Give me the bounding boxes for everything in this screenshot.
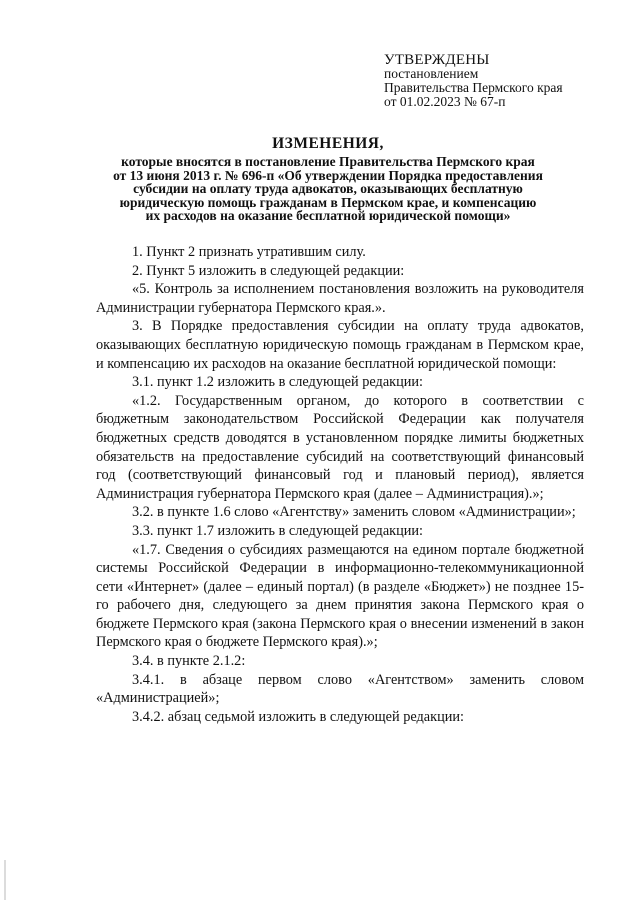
title-line-5: их расходов на оказание бесплатной юридической помощи» — [145, 208, 511, 224]
approval-line-3: от 01.02.2023 № 67-п — [384, 94, 506, 109]
paragraph-6: «1.2. Государственным органом, до которого в соответствии с бюджетным законодательством Российской Федерации как получателя бюджетных средств доводятся в установленном порядке лимиты бюджетных обязательств на предоставление субсидий на соответствующий финансовый год (соответствующий финансовый год и плановый период), является Администрация губернатора Пермского края (далее – Администрация).»; — [96, 392, 584, 502]
document-title — [80, 135, 576, 223]
paragraph-10: 3.4. в пункте 2.1.2: — [132, 653, 246, 670]
title-heading: ИЗМЕНЕНИЯ, — [272, 135, 384, 152]
approval-stamp — [384, 53, 624, 109]
paragraph-12: 3.4.2. абзац седьмой изложить в следующей редакции: — [132, 708, 465, 725]
title-line-1: которые вносятся в постановление Правительства Пермского края — [121, 154, 535, 169]
title-line-4: юридическую помощь гражданам в Пермском крае, и компенсацию — [119, 194, 537, 210]
paragraph-7: 3.2. в пункте 1.6 слово «Агентству» заменить словом «Администрации»; — [132, 504, 576, 521]
paragraph-8: 3.3. пункт 1.7 изложить в следующей редакции: — [132, 522, 424, 539]
paragraph-9: «1.7. Сведения о субсидиях размещаются на едином портале бюджетной системы Российской Федерации в информационно-телекоммуникационной сети «Интернет» (далее – единый портал) (в разделе «Бюджет») не позднее 15-го рабочего дня, следующего за днем принятия закона Пермского края о бюджете Пермского края (закона Пермского края о внесении изменений в закон Пермского края о бюджете Пермского края).»; — [96, 541, 584, 651]
paragraph-4: 3. В Порядке предоставления субсидии на оплату труда адвокатов, оказывающих бесплатную юридическую помощь гражданам в Пермском крае, и компенсацию их расходов на оказание бесплатной юридической помощи: — [96, 318, 584, 372]
document-body — [96, 243, 584, 726]
title-line-2: от 13 июня 2013 г. № 696-п «Об утверждении Порядка предоставления — [113, 167, 543, 183]
paragraph-5: 3.1. пункт 1.2 изложить в следующей редакции: — [132, 374, 424, 391]
paragraph-2: 2. Пункт 5 изложить в следующей редакции: — [132, 262, 405, 279]
paragraph-11: 3.4.1. в абзаце первом слово «Агентством» заменить словом «Администрацией»; — [96, 671, 584, 707]
title-line-3: субсидии на оплату труда адвокатов, оказывающих бесплатную — [133, 181, 523, 197]
paragraph-3: «5. Контроль за исполнением постановления возложить на руководителя Администрации губернатора Пермского края.». — [96, 281, 584, 316]
paragraph-1: 1. Пункт 2 признать утратившим силу. — [132, 244, 366, 260]
approval-line-1: постановлением — [384, 66, 479, 81]
scan-edge-mark — [4, 860, 6, 900]
approval-line-2: Правительства Пермского края — [384, 80, 563, 95]
approval-heading: УТВЕРЖДЕНЫ — [384, 52, 490, 68]
